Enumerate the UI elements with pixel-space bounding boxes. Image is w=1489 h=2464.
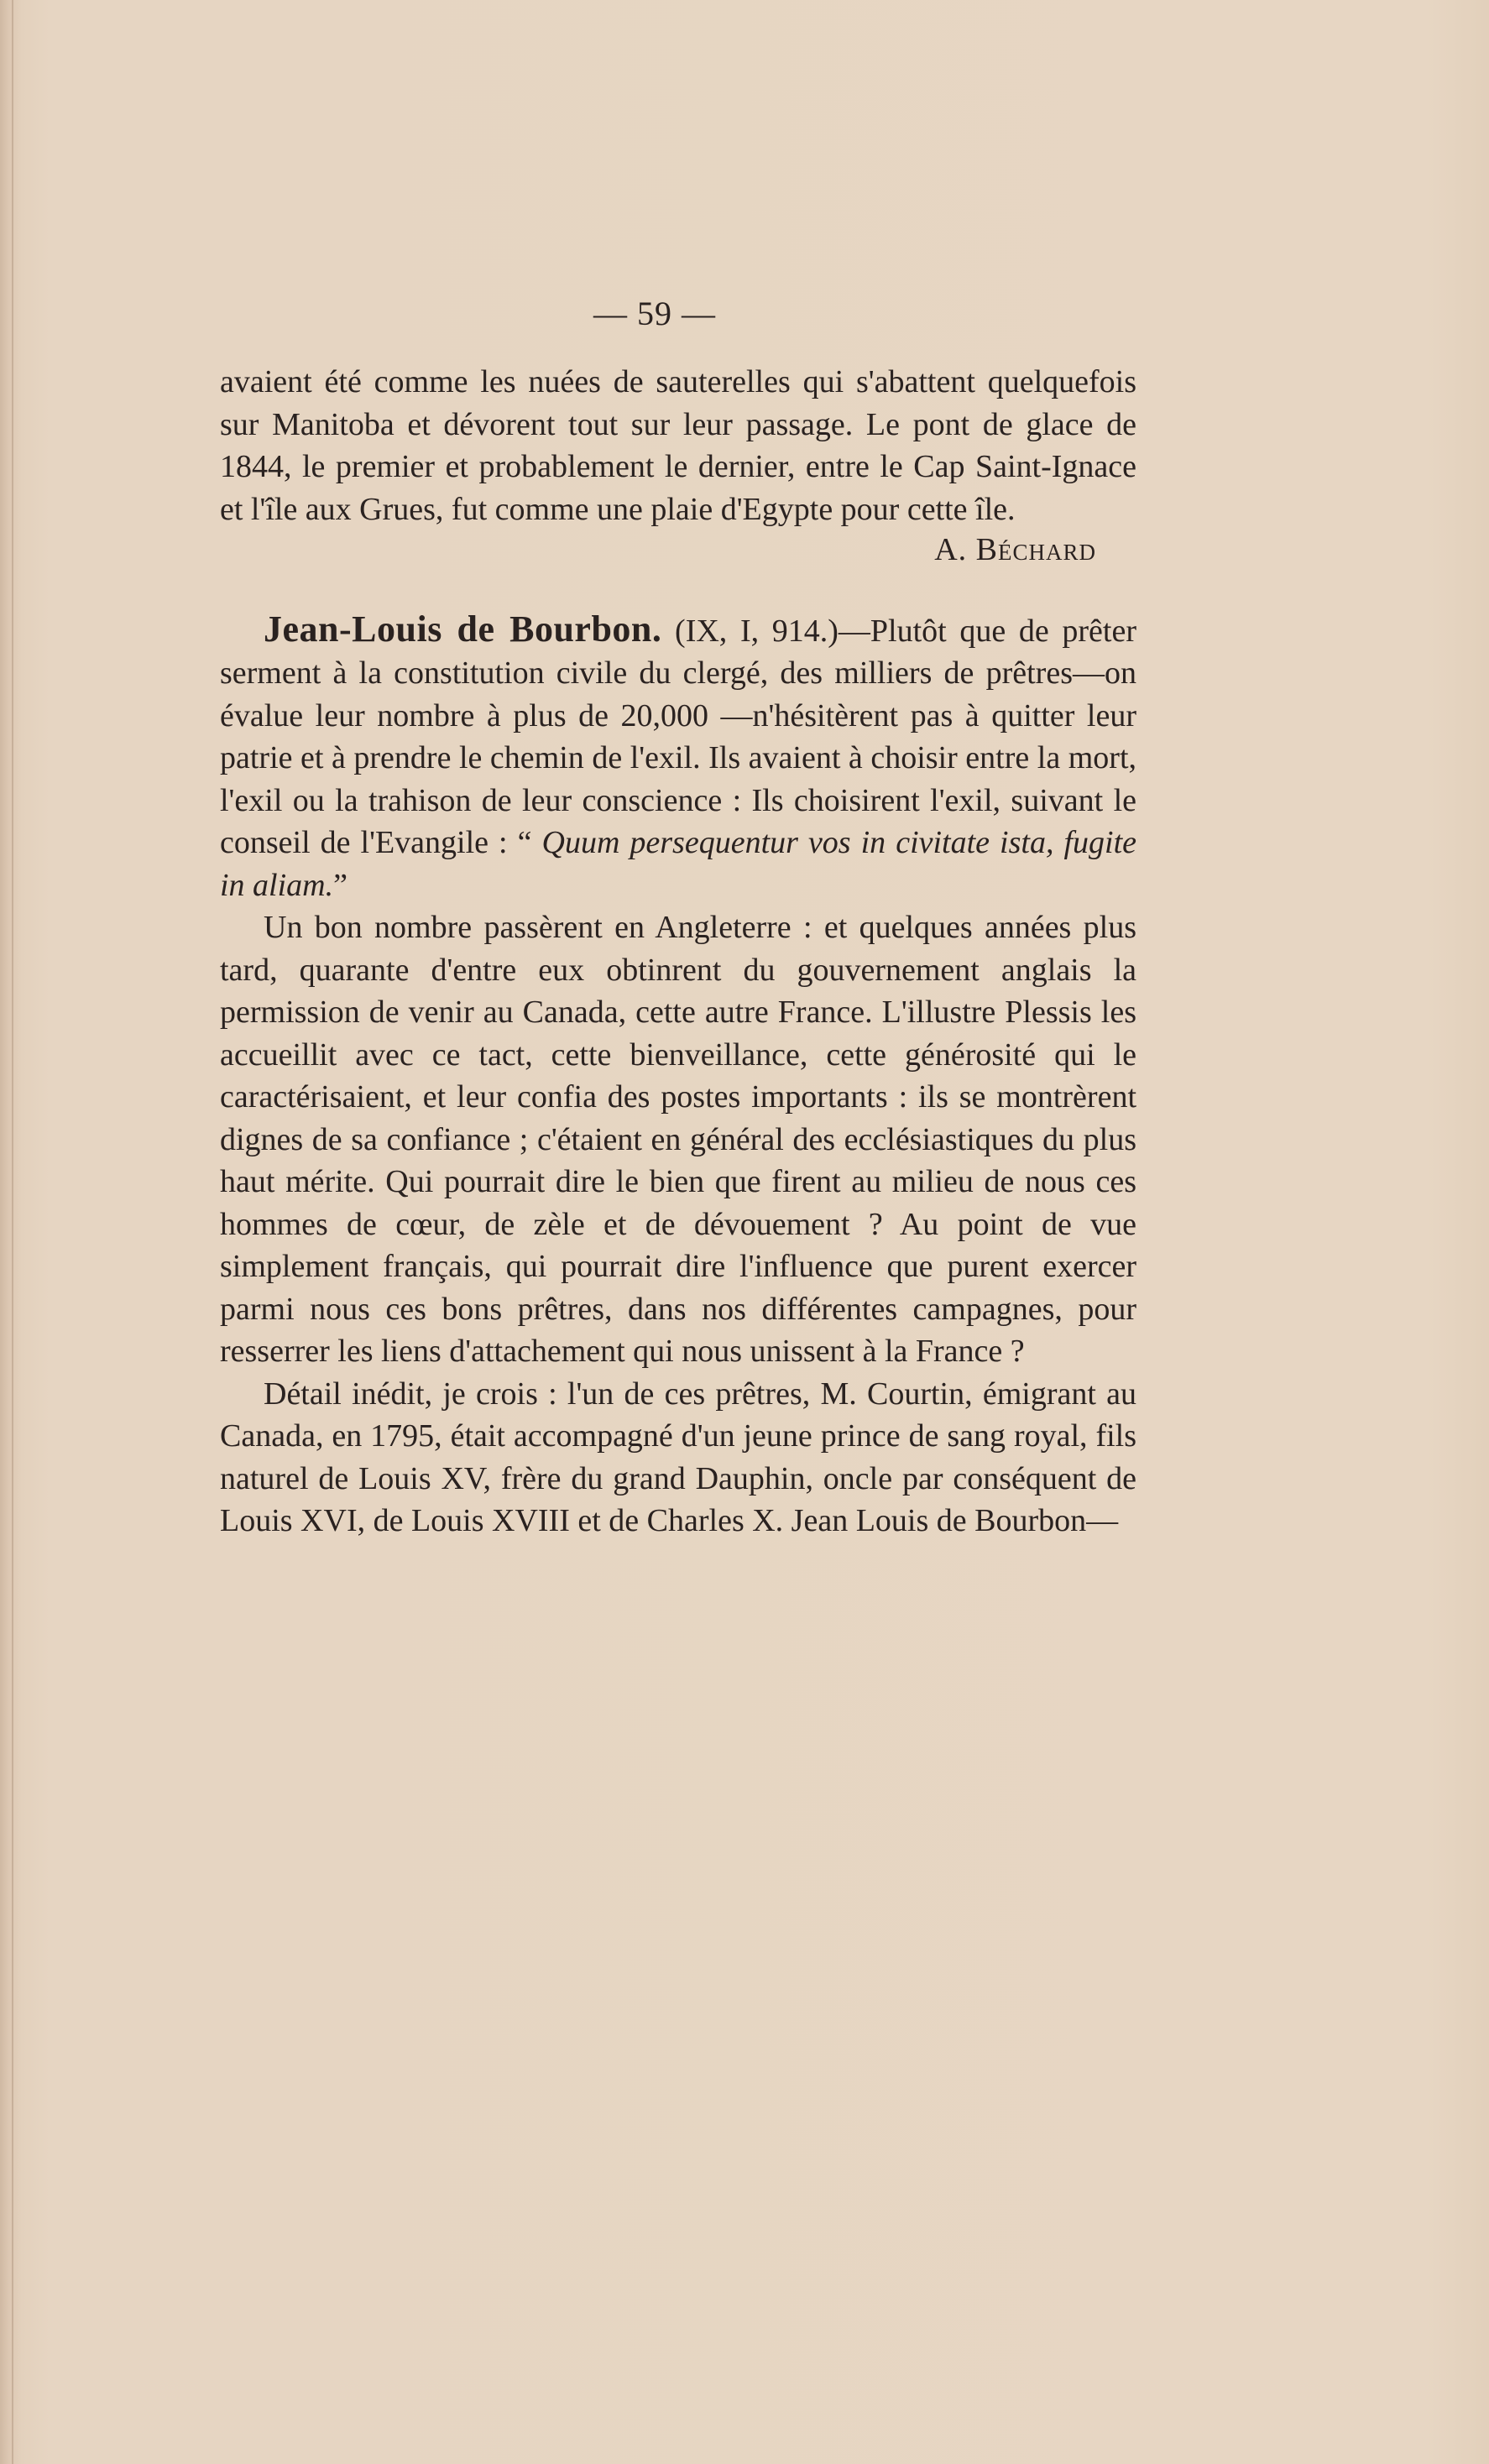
page-number: — 59 — bbox=[593, 295, 716, 332]
page-gutter bbox=[12, 0, 13, 2464]
article-reference: (IX, I, 914.) bbox=[661, 613, 839, 649]
article-heading: Jean-Louis de Bourbon. bbox=[264, 608, 662, 650]
previous-article-end: avaient été comme les nuées de sauterelles qui s'abattent quelquefois sur Manitoba et dévorent tout sur leur passage. Le pont de glace de 1844, le premier et probablement le dernier, entre le Cap Saint-Ignace et l'île aux Grues, fut comme une plaie d'Egypte pour cette île. bbox=[220, 364, 1136, 527]
author-signature: A. Béchard bbox=[934, 532, 1096, 567]
article-paragraph-2: Un bon nombre passèrent en Angleterre : et quelques années plus tard, quarante d'entre eux obtinrent du gouvernement anglais la permission de venir au Canada, cette autre France. L'illustre Plessis les accueillit avec ce tact, cette bienveillance, cette générosité qui le caractérisaient, et leur confia des postes importants : ils se montrèrent dignes de sa confiance ; c'étaient en général des ecclésiastiques du plus haut mérite. Qui pourrait dire le bien que firent au milieu de nous ces hommes de cœur, de zèle et de dévouement ? Au point de vue simplement français, qui pourrait dire l'influence que purent exercer parmi nous ces bons prêtres, dans nos différentes campagnes, pour resserrer les liens d'attachement qui nous unissent à la France ? bbox=[220, 910, 1136, 1369]
article-paragraph-3: Détail inédit, je crois : l'un de ces prêtres, M. Courtin, émigrant au Canada, en 1795, était accompagné d'un jeune prince de sang royal, fils naturel de Louis XV, frère du grand Dauphin, oncle par conséquent de Louis XVI, de Louis XVIII et de Charles X. Jean Louis de Bourbon— bbox=[220, 1376, 1136, 1538]
paragraph-text: —Plutôt que de prêter serment à la constitution civile du clergé, des milliers de prêtres—on évalue leur nombre à plus de 20,000 —n'hésitèrent pas à quitter leur patrie et à prendre le chemin de l'exil. Ils avaient à choisir entre la mort, l'exil ou la trahison de leur conscience : Ils choisirent l'exil, suivant le conseil de l'Evangile : “ bbox=[220, 613, 1137, 860]
article-first-paragraph bbox=[220, 608, 1136, 907]
latin-quote: Quum persequentur vos in civitate ista, fugite in aliam. bbox=[220, 825, 1137, 903]
page-body bbox=[220, 361, 1136, 1543]
quote-close: ” bbox=[333, 867, 347, 903]
